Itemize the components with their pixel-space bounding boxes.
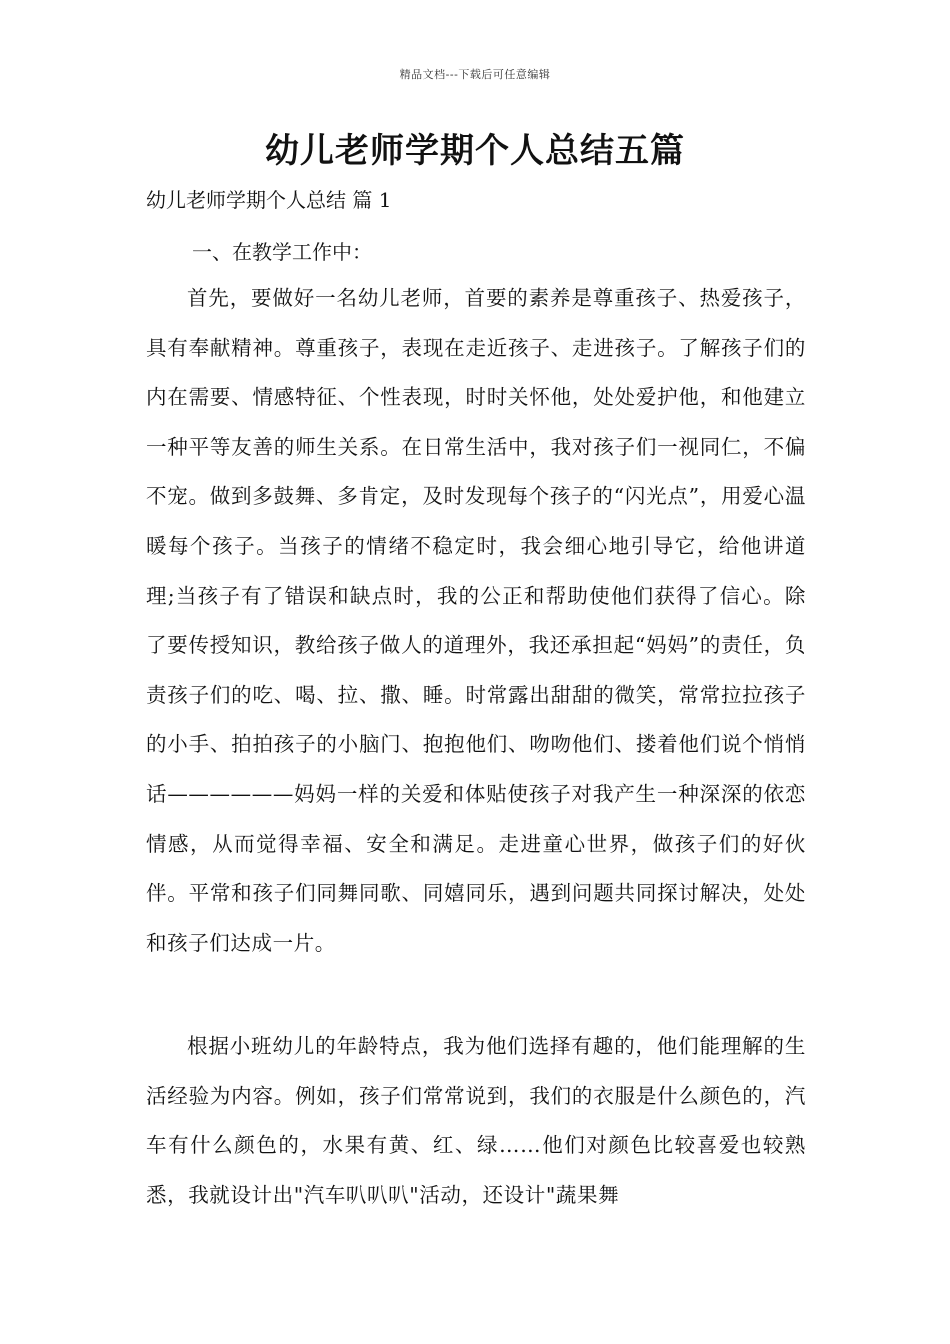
paragraph-2: 根据小班幼儿的年龄特点，我为他们选择有趣的，他们能理解的生活经验为内容。例如，孩子们常常说到，我们的衣服是什么颜色的，汽车有什么颜色的，水果有黄、红、绿……他们对颜色比较喜爱也较熟悉，我就设计出"汽车叭叭叭"活动，还设计"蔬果舞 — [146, 1034, 806, 1207]
paragraph-1: 首先，要做好一名幼儿老师，首要的素养是尊重孩子、热爱孩子，具有奉献精神。尊重孩子，表现在走近孩子、走进孩子。了解孩子们的内在需要、情感特征、个性表现，时时关怀他，处处爱护他，和他建立一种平等友善的师生关系。在日常生活中，我对孩子们一视同仁，不偏不宠。做到多鼓舞、多肯定，及时发现每个孩子的“闪光点”，用爱心温暖每个孩子。当孩子的情绪不稳定时，我会细心地引导它，给他讲道理;当孩子有了错误和缺点时，我的公正和帮助使他们获得了信心。除了要传授知识，教给孩子做人的道理外，我还承担起“妈妈”的责任，负责孩子们的吃、喝、拉、撒、睡。时常露出甜甜的微笑，常常拉拉孩子的小手、拍拍孩子的小脑门、抱抱他们、吻吻他们、搂着他们说个悄悄话——————妈妈一样的关爱和体贴使孩子对我产生一种深深的依恋情感，从而觉得幸福、安全和满足。走进童心世界，做孩子们的好伙伴。平常和孩子们同舞同歌、同嬉同乐，遇到问题共同探讨解决，处处和孩子们达成一片。 — [146, 286, 806, 955]
header-note: 精品文档---下载后可任意编辑 — [399, 68, 551, 81]
sub-heading: 一、在教学工作中： — [192, 240, 372, 264]
section-heading: 幼儿老师学期个人总结 篇 1 — [146, 188, 392, 212]
document-title: 幼儿老师学期个人总结五篇 — [265, 131, 685, 171]
